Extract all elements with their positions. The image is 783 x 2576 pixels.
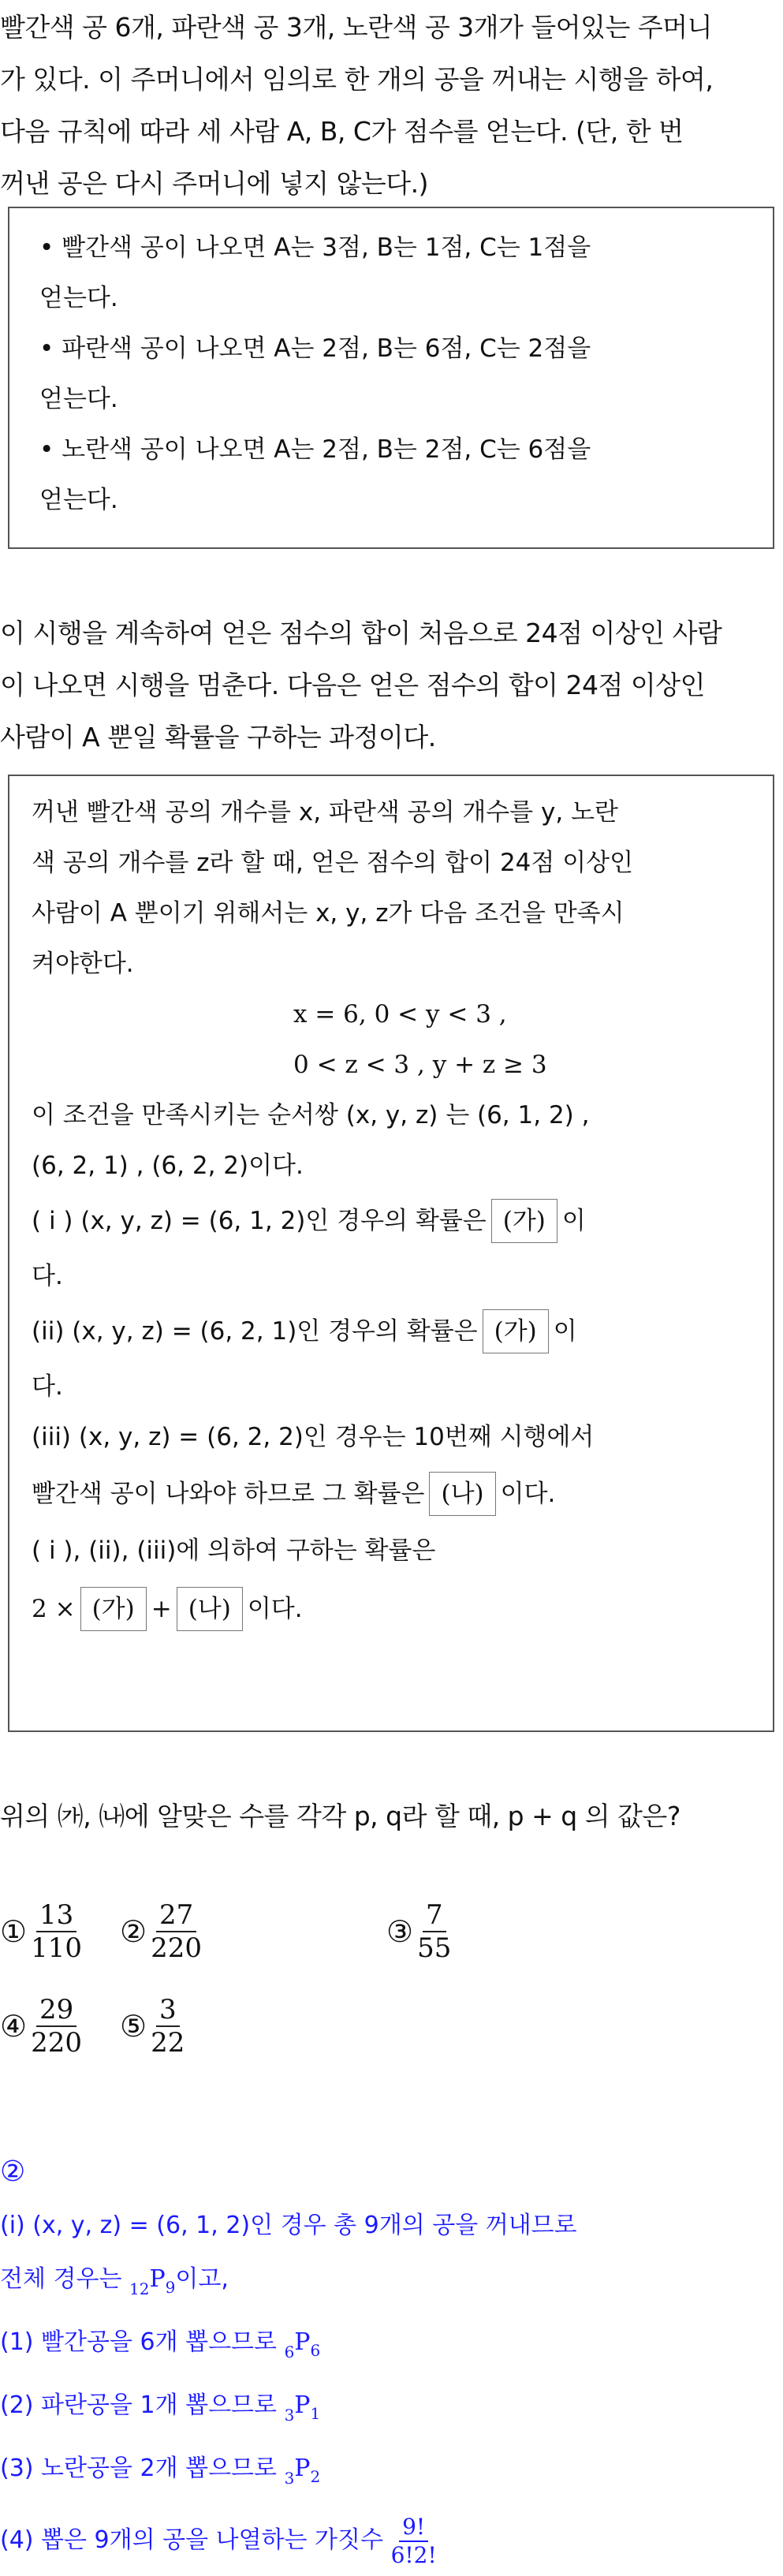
choice-mark: ② (120, 1914, 147, 1949)
denominator: 220 (31, 2027, 83, 2059)
choice-fraction (417, 1899, 451, 1964)
choice-fraction (151, 1994, 185, 2059)
solution-text: (2) 파란공을 1개 뽑으므로 (0, 2391, 278, 2419)
condition-line: 0 < z < 3 , y + z ≥ 3 (293, 1051, 547, 1079)
perm-n: 12 (129, 2279, 150, 2298)
process-line: 켜야한다. (32, 950, 134, 978)
blank-ga: (가) (483, 1309, 549, 1353)
denominator: 110 (31, 1932, 83, 1964)
question-text: 위의 ㈎, ㈏에 알맞은 수를 각각 p, q라 할 때, p + q 의 값은? (0, 1801, 680, 1831)
process-intro-line: 사람이 A 뿐일 확률을 구하는 과정이다. (0, 722, 436, 752)
solution-line (0, 2379, 783, 2442)
solution-answer: ② (0, 2156, 26, 2188)
denominator: 220 (151, 1932, 203, 1964)
numerator: 9! (399, 2514, 428, 2542)
choice-5[interactable] (120, 1994, 185, 2059)
rule-line: 얻는다. (39, 284, 118, 312)
case-ii-suffix: 이 (553, 1317, 577, 1346)
solution-text: 전체 경우는 (0, 2265, 122, 2293)
intro-line: 다음 규칙에 따라 세 사람 A, B, C가 점수를 얻는다. (단, 한 번 (0, 116, 684, 147)
process-box (8, 775, 774, 1732)
case-i-suffix: 이 (561, 1207, 586, 1235)
solution-line: (i) (x, y, z) = (6, 1, 2)인 경우 총 9개의 공을 꺼내므로 (0, 2212, 577, 2239)
permutation: $_3P_1$ (284, 2391, 321, 2425)
perm-n: 3 (284, 2406, 295, 2425)
process-line: 색 공의 개수를 z라 할 때, 얻은 점수의 합이 24점 이상인 (32, 849, 634, 877)
intro-line: 꺼낸 공은 다시 주머니에 넣지 않는다.) (0, 168, 428, 199)
rule-line: • 노란색 공이 나오면 A는 2점, B는 2점, C는 6점을 (39, 435, 591, 464)
choice-fraction (31, 1994, 82, 2059)
perm-r: 1 (310, 2404, 321, 2423)
case-ii-text: (ii) (x, y, z) = (6, 2, 1)인 경우의 확률은 (32, 1317, 478, 1346)
choice-mark: ① (0, 1914, 28, 1949)
choice-fraction (151, 1899, 202, 1964)
process-line: 이 조건을 만족시키는 순서쌍 (x, y, z) 는 (6, 1, 2) , (32, 1101, 590, 1129)
case-iii-line2 (32, 1462, 773, 1525)
numerator: 29 (36, 1994, 76, 2027)
choice-3[interactable] (386, 1899, 451, 1964)
intro-line: 가 있다. 이 주머니에서 임의로 한 개의 공을 꺼내는 시행을 하여, (0, 64, 714, 95)
perm-r: 9 (165, 2278, 176, 2297)
rule-line: 얻는다. (39, 385, 118, 413)
solution (0, 2145, 783, 2576)
process-intro-line: 이 나오면 시행을 멈춘다. 다음은 얻은 점수의 합이 24점 이상인 (0, 670, 705, 700)
solution-text: (4) 뽑은 9개의 공을 나열하는 가짓수 (0, 2526, 384, 2554)
case-i-line (32, 1191, 773, 1251)
numerator: 13 (36, 1899, 76, 1932)
denominator: 6!2! (390, 2541, 437, 2568)
choice-1[interactable] (0, 1899, 82, 1964)
case-i-text: ( i ) (x, y, z) = (6, 1, 2)인 경우의 확률은 (32, 1207, 487, 1235)
blank-na: (나) (177, 1587, 243, 1631)
perm-r: 6 (310, 2341, 321, 2360)
rule-line: • 빨간색 공이 나오면 A는 3점, B는 1점, C는 1점을 (39, 233, 591, 262)
case-iii-suffix: 이다. (500, 1480, 556, 1508)
solution-text: (1) 빨간공을 6개 뽑으므로 (0, 2328, 278, 2356)
process-line: (6, 2, 1) , (6, 2, 2)이다. (32, 1152, 304, 1180)
permutation: $_6P_6$ (284, 2328, 321, 2361)
choice-mark: ⑤ (120, 2009, 147, 2044)
process-line: 사람이 A 뿐이기 위해서는 x, y, z가 다음 조건을 만족시 (32, 899, 625, 928)
denominator: 22 (151, 2027, 185, 2059)
blank-ga: (가) (491, 1199, 557, 1243)
perm-n: 6 (284, 2343, 295, 2361)
choice-4[interactable] (0, 1994, 82, 2059)
case-ii-end: 다. (32, 1372, 63, 1401)
process-intro-line: 이 시행을 계속하여 얻은 점수의 합이 처음으로 24점 이상인 사람 (0, 618, 722, 648)
solution-text: (3) 노란공을 2개 뽑으므로 (0, 2455, 278, 2482)
case-ii-line (32, 1301, 773, 1361)
numerator: 27 (156, 1899, 196, 1932)
solution-line (0, 2505, 783, 2576)
denominator: 55 (417, 1932, 452, 1964)
perm-symbol: P (149, 2265, 166, 2293)
perm-n: 3 (284, 2469, 295, 2488)
rule-line: • 파란색 공이 나오면 A는 2점, B는 6점, C는 2점을 (39, 334, 591, 363)
rule-line: 얻는다. (39, 486, 118, 514)
case-iii-text: 빨간색 공이 나와야 하므로 그 확률은 (32, 1480, 425, 1508)
solution-text: 이고, (175, 2265, 229, 2293)
permutation (129, 2265, 176, 2298)
case-i-end: 다. (32, 1262, 63, 1290)
question (0, 1790, 783, 1842)
solution-fraction (391, 2514, 437, 2569)
sum-formula (32, 1576, 773, 1642)
permutation: $_3P_2$ (284, 2455, 321, 2488)
rules-box (8, 207, 774, 549)
blank-na: (나) (429, 1472, 495, 1516)
process-intro (0, 607, 783, 763)
perm-r: 2 (310, 2467, 321, 2486)
case-iii-line: (iii) (x, y, z) = (6, 2, 2)인 경우는 10번째 시행에서 (32, 1423, 595, 1451)
numerator: 7 (423, 1899, 446, 1932)
choice-mark: ④ (0, 2009, 28, 2044)
solution-line (0, 2253, 783, 2316)
intro-paragraph (0, 2, 783, 210)
choice-fraction (31, 1899, 82, 1964)
numerator: 3 (156, 1994, 180, 2027)
sum-suffix: 이다. (247, 1595, 303, 1623)
blank-ga: (가) (80, 1587, 147, 1631)
process-line: 꺼낸 빨간색 공의 개수를 x, 파란색 공의 개수를 y, 노란 (32, 798, 619, 827)
plus-sign: + (151, 1595, 172, 1623)
condition-line: x = 6, 0 < y < 3 , (293, 1000, 507, 1029)
solution-line (0, 2316, 783, 2379)
intro-line: 빨간색 공 6개, 파란색 공 3개, 노란색 공 3개가 들어있는 주머니 (0, 12, 713, 43)
solution-line (0, 2442, 783, 2505)
sum-line: ( i ), (ii), (iii)에 의하여 구하는 확률은 (32, 1536, 436, 1565)
choices (0, 1899, 783, 2136)
choice-mark: ③ (386, 1914, 414, 1949)
choice-2[interactable] (120, 1899, 202, 1964)
sum-coef: 2 × (32, 1595, 76, 1623)
